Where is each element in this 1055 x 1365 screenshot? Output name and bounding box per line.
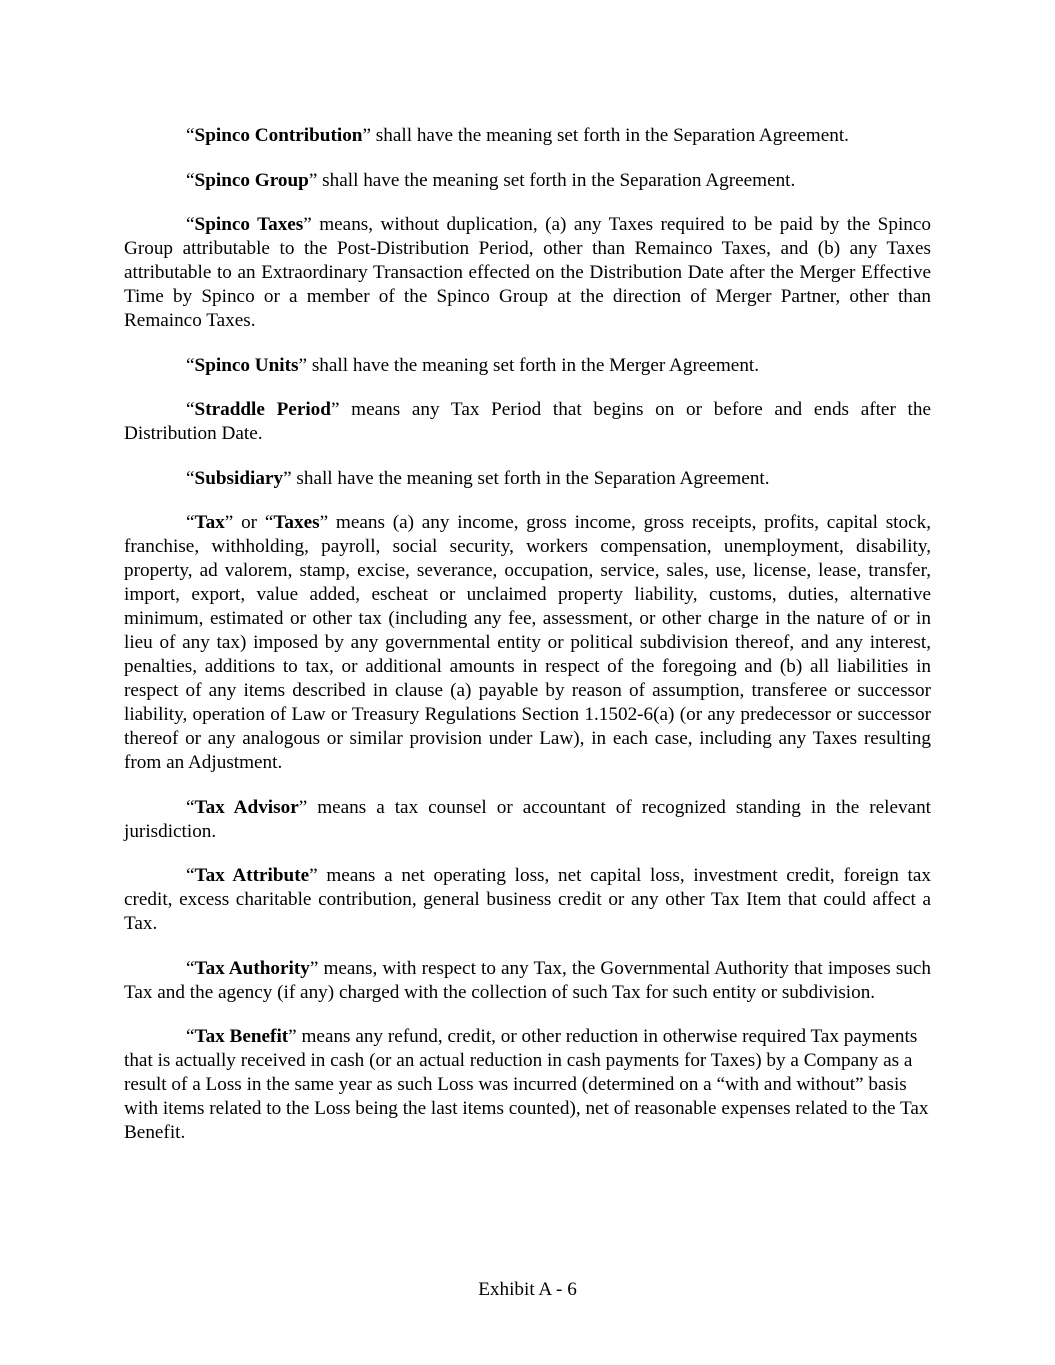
defined-term: Spinco Group: [194, 169, 309, 191]
definition-text: means any refund, credit, or other reduction in otherwise required Tax payments that is actually received in cash (or an actual reduction in cash payments for Taxes) by a Company as a result of a Loss in the same year as such Loss was incurred (determined on a “with and without” basis with items related to the Loss being the last items counted), net of reasonable expenses related to the Tax Benefit.: [124, 1026, 929, 1143]
defined-term: Tax Benefit: [194, 1026, 289, 1047]
open-quote: “: [264, 512, 274, 533]
close-quote: ”: [288, 1026, 297, 1047]
document-body: [124, 124, 931, 1166]
definition-text: shall have the meaning set forth in the Separation Agreement.: [371, 125, 849, 146]
definition-text: shall have the meaning set forth in the Separation Agreement.: [291, 467, 770, 489]
close-quote: ”: [303, 214, 312, 235]
open-quote: “: [186, 169, 195, 191]
defined-term: Spinco Contribution: [194, 125, 363, 146]
open-quote: “: [186, 957, 195, 979]
close-quote: ”: [224, 512, 234, 533]
definition-tax-authority: [124, 957, 931, 1005]
close-quote: ”: [309, 957, 319, 979]
definition-spinco-taxes: [124, 213, 931, 333]
definition-text: means a net operating loss, net capital loss, investment credit, foreign tax credit, excess charitable contribution, general business credit or any other Tax Item that could affect a Tax.: [124, 865, 931, 934]
definition-straddle-period: [124, 398, 931, 446]
open-quote: “: [186, 354, 195, 376]
definition-text: means (a) any income, gross income, gross receipts, profits, capital stock, franchise, withholding, payroll, social security, workers compensation, unemployment, disability, property, ad valorem, stamp, excise, severance, occupation, service, sales, use, license, lease, transfer, import, export, value added, escheat or unclaimed property liability, customs, duties, alternative minimum, estimated or other tax (including any fee, assessment, or other charge in the nature of or in lieu of any tax) imposed by any governmental entity or political subdivision thereof, and any interest, penalties, additions to tax, or additional amounts in respect of the foregoing and (b) all liabilities in respect of any items described in clause (a) payable by reason of assumption, transferee or successor liability, operation of Law or Treasury Regulations Section 1.1502-6(a) (or any predecessor or successor thereof or any analogous or similar provision under Law), in each case, including any Taxes resulting from an Adjustment.: [124, 512, 932, 773]
definition-text: shall have the meaning set forth in the Separation Agreement.: [317, 169, 796, 191]
page-footer: Exhibit A - 6: [478, 1279, 577, 1300]
definition-tax-advisor: [124, 796, 931, 844]
definition-text: means any Tax Period that begins on or before and ends after the Distribution Date.: [124, 399, 931, 444]
defined-term: Tax: [194, 512, 225, 533]
defined-term: Tax Advisor: [194, 796, 299, 818]
defined-term: Spinco Taxes: [194, 214, 304, 235]
defined-term: Tax Authority: [194, 957, 310, 979]
close-quote: ”: [309, 865, 318, 886]
open-quote: “: [186, 1026, 195, 1047]
open-quote: “: [186, 796, 195, 818]
close-quote: ”: [362, 125, 371, 146]
close-quote: ”: [319, 512, 329, 533]
defined-term: Taxes: [273, 512, 320, 533]
definition-subsidiary: [124, 467, 931, 491]
close-quote: ”: [298, 796, 308, 818]
definition-text: means, with respect to any Tax, the Governmental Authority that imposes such Tax and the agency (if any) charged with the collection of such Tax for such entity or subdivision.: [124, 957, 931, 1003]
open-quote: “: [186, 512, 195, 533]
open-quote: “: [186, 214, 195, 235]
open-quote: “: [186, 125, 195, 146]
term-connector: or: [233, 512, 265, 533]
open-quote: “: [186, 399, 195, 420]
definition-spinco-units: [124, 354, 931, 378]
definition-tax-benefit: [124, 1025, 931, 1145]
defined-term: Tax Attribute: [194, 865, 310, 886]
definition-text: means a tax counsel or accountant of recognized standing in the relevant jurisdiction.: [124, 796, 931, 842]
defined-term: Spinco Units: [194, 354, 299, 376]
definition-tax-attribute: [124, 864, 931, 936]
close-quote: ”: [283, 467, 292, 489]
definition-tax: [124, 511, 931, 775]
close-quote: ”: [308, 169, 318, 191]
definition-text: means, without duplication, (a) any Taxes required to be paid by the Spinco Group attributable to the Post-Distribution Period, other than Remainco Taxes, and (b) any Taxes attributable to an Extraordinary Transaction effected on the Distribution Date after the Merger Effective Time by Spinco or a member of the Spinco Group at the direction of Merger Partner, other than Remainco Taxes.: [124, 214, 931, 331]
definition-spinco-contribution: [124, 124, 931, 148]
close-quote: ”: [330, 399, 340, 420]
definition-text: shall have the meaning set forth in the Merger Agreement.: [307, 354, 760, 376]
definition-spinco-group: [124, 169, 931, 193]
close-quote: ”: [298, 354, 308, 376]
open-quote: “: [186, 467, 195, 489]
open-quote: “: [186, 865, 195, 886]
defined-term: Subsidiary: [194, 467, 284, 489]
defined-term: Straddle Period: [194, 399, 331, 420]
